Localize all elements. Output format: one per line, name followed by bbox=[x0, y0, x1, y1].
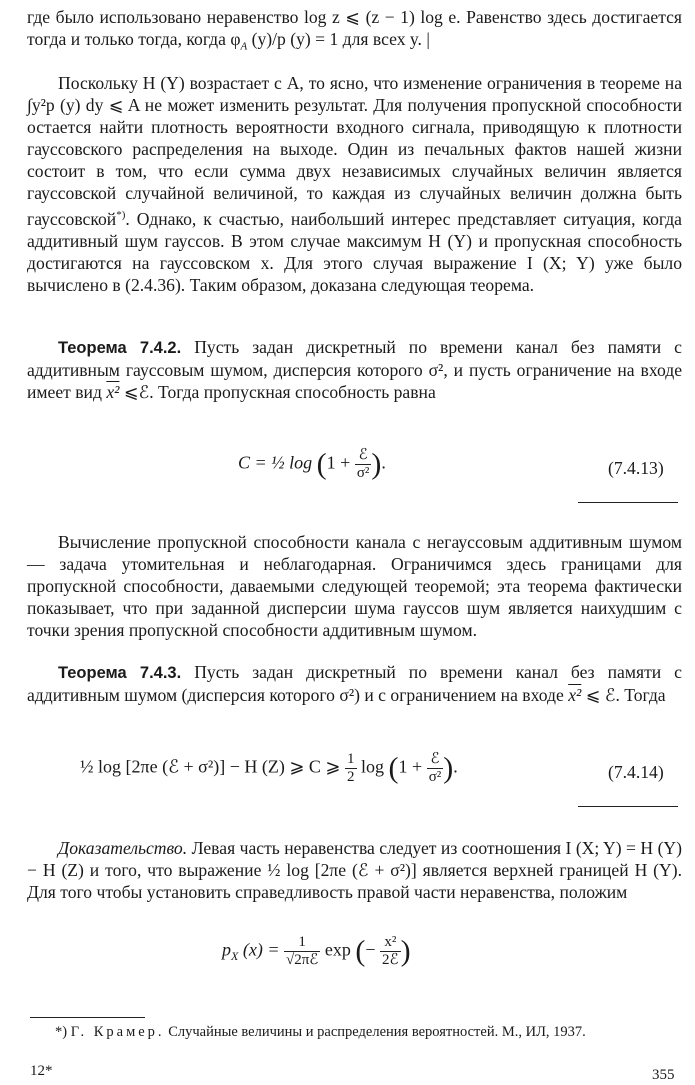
eq15-arg: (x) = bbox=[242, 939, 280, 960]
equation-number-14: (7.4.14) bbox=[608, 762, 664, 782]
theorem-end-rule bbox=[578, 806, 678, 807]
equation-7-4-14: ½ log [2πe (ℰ + σ²)] − H (Z) ⩾ C ⩾ $\frac{1}{2}$ log (1 + $\frac{\text{ℰ}}{\text{σ²}}$ ). bbox=[80, 751, 458, 785]
paragraph-non-gaussian bbox=[27, 531, 682, 641]
theorem-text-a: Пусть задан дискретный по времени канал без памяти с аддитивным шумом (дисперсия которого σ²) и с ограничением на входе bbox=[27, 662, 682, 705]
eq15-fraction bbox=[284, 934, 320, 969]
eq15-exp-fraction bbox=[380, 934, 401, 969]
equation-number-13: (7.4.13) bbox=[608, 458, 664, 478]
eq15-exp-den: 2ℰ bbox=[382, 952, 399, 968]
eq14-fraction bbox=[427, 751, 444, 786]
page-number: 355 bbox=[652, 1067, 675, 1083]
theorem-label: Теорема 7.4.2. bbox=[58, 339, 182, 357]
eq13-den: σ² bbox=[356, 465, 370, 481]
eq14-half-den: 2 bbox=[347, 769, 355, 785]
footnote-rule bbox=[30, 1017, 145, 1018]
proof-label: Доказательство. bbox=[58, 838, 188, 858]
paragraph-gaussian-output: Поскольку H (Y) возрастает с A, то ясно, что изменение ограничения в теореме на ∫y²p (y) dy ⩽ A не может изменить результат. Для получения пропускной способности остается найти плотность вероятности входного сигнала, приводящую к плотности гауссовского распределения на выходе. Один из печальных фактов нашей жизни состоит в том, что если сумма двух независимых случайных величин является гауссовской случайной величиной, то каждая из случайных величин должна быть гауссовской*). Однако, к счастью, наибольший интерес представляет ситуация, когда аддитивный шум гауссов. В этом случае максимум H (Y) и пропускная способность достигаются на гауссовском x. Для этого случая выражение I (X; Y) уже было вычислено в (2.4.36). Таким образом, доказана следующая теорема. bbox=[27, 73, 682, 295]
p0-text-b: (y)/p (y) = 1 для всех y. | bbox=[251, 29, 430, 49]
eq15-num: 1 bbox=[284, 934, 320, 952]
eq15-exp: exp bbox=[324, 939, 351, 960]
eq13-lhs: C = ½ log bbox=[238, 452, 313, 473]
p1-text-a: Поскольку H (Y) возрастает с A, то ясно, что изменение ограничения в теореме на ∫y²p (y) dy ⩽ A не может изменить результат. Для получения пропускной способности остается найти плотность вероятности входного сигнала, приводящую к плотности гауссовского распределения на выходе. Один из печальных фактов нашей жизни состоит в том, что если сумма двух независимых случайных величин является гауссовской случайной величиной, то каждая из случайных величин должна быть гауссовской bbox=[27, 73, 682, 229]
eq15-sub: X bbox=[231, 949, 239, 964]
paragraph-continuation: где было использовано неравенство log z ⩽ (z − 1) log e. Равенство здесь достигается тогда и только тогда, когда $\varphi_A$ (y)/p (y) = 1 для всех y. | bbox=[27, 7, 682, 53]
eq14-lhs: ½ log [2πe (ℰ + σ²)] − H (Z) ⩾ C ⩾ bbox=[80, 756, 341, 777]
printer-signature: 12* bbox=[30, 1063, 53, 1079]
footnote-text: Случайные величины и распределения вероятностей. М., ИЛ, 1937. bbox=[168, 1024, 586, 1040]
theorem-7-4-2: Теорема 7.4.2. Пусть задан дискретный по времени канал без памяти с аддитивным гауссовым шумом, дисперсия которого σ², и пусть ограничение на входе имеет вид x² ⩽ℰ. Тогда пропускная способность равна bbox=[27, 337, 682, 402]
theorem-7-4-3: Теорема 7.4.3. Пусть задан дискретный по времени канал без памяти с аддитивным шумом (дисперсия которого σ²) и с ограничением на входе x² ⩽ ℰ. Тогда bbox=[27, 662, 682, 705]
footnote bbox=[27, 1023, 687, 1041]
eq14-num: ℰ bbox=[427, 751, 444, 769]
eq14-half bbox=[345, 751, 357, 786]
p1-text-b: . Однако, к счастью, наибольший интерес представляет ситуация, когда аддитивный шум гауссов. В этом случае максимум H (Y) и пропускная способность достигаются на гауссовском x. Для этого случая выражение I (X; Y) уже было вычислено в (2.4.36). Таким образом, доказана следующая теорема. bbox=[27, 208, 682, 295]
footnote-marker: *) bbox=[55, 1024, 68, 1040]
footnote-author: Г. Крамер. bbox=[70, 1024, 165, 1040]
eq13-fraction bbox=[355, 447, 372, 482]
theorem-text-b: ⩽ ℰ. Тогда bbox=[585, 685, 666, 705]
p0-text-a: где было использовано неравенство log z ⩽ (z − 1) log e. Равенство здесь достигается тогда и только тогда, когда φ bbox=[27, 7, 682, 49]
eq14-log: log bbox=[361, 756, 385, 777]
equation-density: $p_X$ (x) = $\frac{1}{\text{√2πℰ}}$ exp (− $\frac{\text{x²}}{\text{2ℰ}}$ ) bbox=[222, 934, 411, 968]
eq15-exp-num: x² bbox=[380, 934, 401, 952]
theorem-end-rule bbox=[578, 502, 678, 503]
eq14-den: σ² bbox=[428, 769, 442, 785]
theorem-text-a: Пусть задан дискретный по времени канал без памяти с аддитивным гауссовым шумом, дисперсия которого σ², и пусть ограничение на входе имеет вид bbox=[27, 337, 682, 402]
theorem-text-b: ⩽ℰ. Тогда пропускная способность равна bbox=[123, 382, 436, 402]
proof-paragraph bbox=[27, 837, 682, 903]
theorem-label: Теорема 7.4.3. bbox=[58, 664, 182, 682]
eq15-p: p bbox=[222, 939, 231, 960]
eq14-half-num: 1 bbox=[347, 751, 355, 767]
eq15-den: √2πℰ bbox=[285, 952, 319, 968]
eq13-num: ℰ bbox=[355, 447, 372, 465]
equation-7-4-13: C = ½ log (1 + $\frac{\text{ℰ}}{\text{σ²}}$ ). bbox=[238, 447, 386, 481]
proof-text: Левая часть неравенства следует из соотношения I (X; Y) = H (Y) − H (Z) и того, что выражение ½ log [2πe (ℰ + σ²)] является верхней границей H (Y). Для того чтобы установить справедливость правой части неравенства, положим bbox=[27, 838, 682, 902]
p3-text: Вычисление пропускной способности канала с негауссовым аддитивным шумом — задача утомительная и неблагодарная. Ограничимся здесь границами для пропускной способности, даваемыми следующей теоремой; эта теорема фактически показывает, что при заданной дисперсии шума гауссов шум является наихудшим с точки зрения пропускной способности аддитивным шумом. bbox=[27, 532, 682, 640]
